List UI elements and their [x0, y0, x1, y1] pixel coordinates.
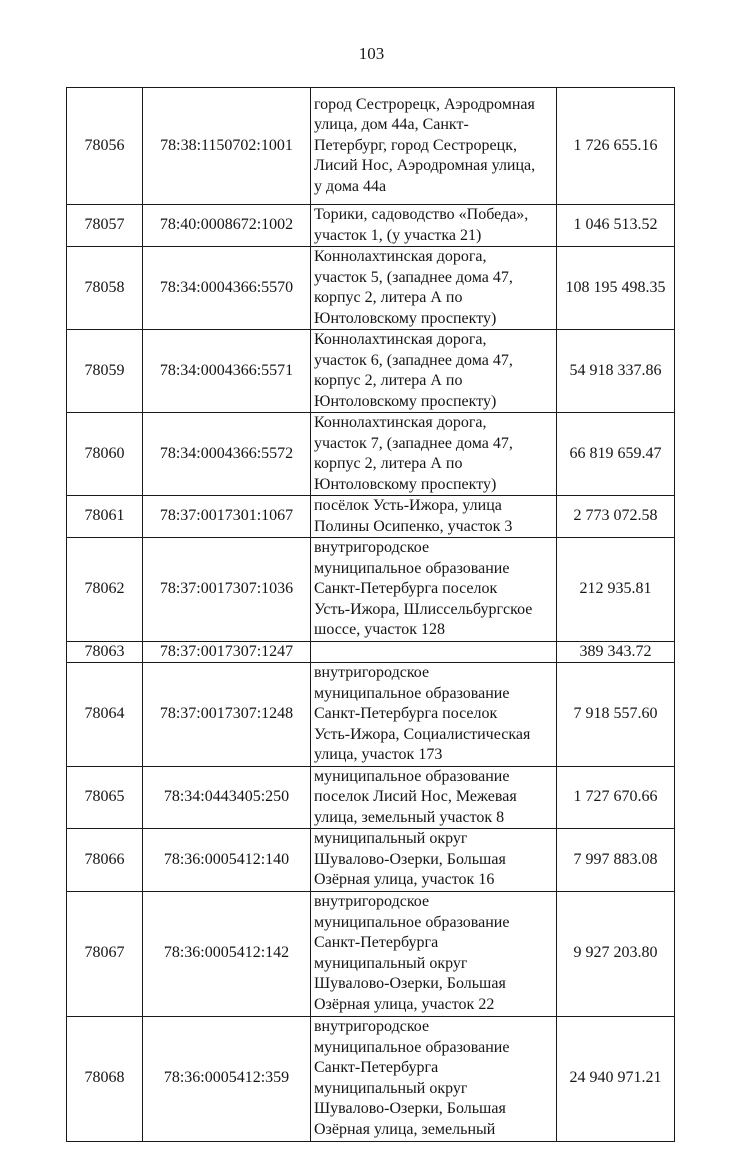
cadastral-value: 7 997 883.08	[557, 829, 675, 892]
table-row	[67, 829, 675, 892]
row-number: 78060	[67, 413, 143, 496]
address	[311, 641, 557, 663]
table-row	[67, 247, 675, 330]
address: Коннолахтинская дорога, участок 6, (западнее дома 47, корпус 2, литера А по Юнтоловскому проспекту)	[311, 330, 557, 413]
table-row	[67, 1016, 675, 1141]
table-row	[67, 663, 675, 767]
row-number: 78064	[67, 663, 143, 767]
address: посёлок Усть-Ижора, улица Полины Осипенко, участок 3	[311, 496, 557, 538]
address: внутригородское муниципальное образование Санкт-Петербурга муниципальный округ Шувалово-Озерки, Большая Озёрная улица, земельный	[311, 1016, 557, 1141]
row-number: 78059	[67, 330, 143, 413]
address: Торики, садоводство «Победа», участок 1, (у участка 21)	[311, 205, 557, 247]
cadastral-number: 78:37:0017307:1248	[143, 663, 311, 767]
cadastral-number: 78:36:0005412:359	[143, 1016, 311, 1141]
cadastral-number: 78:37:0017307:1247	[143, 641, 311, 663]
cadastral-value: 9 927 203.80	[557, 891, 675, 1016]
registry-table	[66, 87, 675, 1142]
cadastral-value: 1 726 655.16	[557, 88, 675, 205]
table-row	[67, 538, 675, 642]
cadastral-number: 78:36:0005412:140	[143, 829, 311, 892]
cadastral-number: 78:38:1150702:1001	[143, 88, 311, 205]
table-row	[67, 891, 675, 1016]
cadastral-number: 78:36:0005412:142	[143, 891, 311, 1016]
row-number: 78066	[67, 829, 143, 892]
row-number: 78065	[67, 766, 143, 829]
cadastral-number: 78:34:0004366:5572	[143, 413, 311, 496]
row-number: 78057	[67, 205, 143, 247]
table-row	[67, 330, 675, 413]
row-number: 78056	[67, 88, 143, 205]
address: внутригородское муниципальное образование Санкт-Петербурга муниципальный округ Шувалово-Озерки, Большая Озёрная улица, участок 22	[311, 891, 557, 1016]
row-number: 78068	[67, 1016, 143, 1141]
row-number: 78062	[67, 538, 143, 642]
cadastral-number: 78:34:0004366:5571	[143, 330, 311, 413]
cadastral-value: 389 343.72	[557, 641, 675, 663]
address: город Сестрорецк, Аэродромная улица, дом 44а, Санкт- Петербург, город Сестрорецк, Лисий Нос, Аэродромная улица, у дома 44а	[311, 88, 557, 205]
cadastral-number: 78:34:0443405:250	[143, 766, 311, 829]
page-number: 103	[358, 44, 385, 63]
cadastral-value: 1 727 670.66	[557, 766, 675, 829]
table-row	[67, 205, 675, 247]
row-number: 78058	[67, 247, 143, 330]
table-row	[67, 88, 675, 205]
address: Коннолахтинская дорога, участок 7, (западнее дома 47, корпус 2, литера А по Юнтоловскому проспекту)	[311, 413, 557, 496]
cadastral-number: 78:37:0017301:1067	[143, 496, 311, 538]
row-number: 78063	[67, 641, 143, 663]
row-number: 78067	[67, 891, 143, 1016]
cadastral-value: 2 773 072.58	[557, 496, 675, 538]
address: муниципальный округ Шувалово-Озерки, Большая Озёрная улица, участок 16	[311, 829, 557, 892]
cadastral-number: 78:40:0008672:1002	[143, 205, 311, 247]
address: внутригородское муниципальное образование Санкт-Петербурга поселок Усть-Ижора, Социалистическая улица, участок 173	[311, 663, 557, 767]
cadastral-value: 54 918 337.86	[557, 330, 675, 413]
cadastral-value: 24 940 971.21	[557, 1016, 675, 1141]
address: Коннолахтинская дорога, участок 5, (западнее дома 47, корпус 2, литера А по Юнтоловскому проспекту)	[311, 247, 557, 330]
cadastral-value: 212 935.81	[557, 538, 675, 642]
cadastral-value: 66 819 659.47	[557, 413, 675, 496]
table-row	[67, 496, 675, 538]
cadastral-value: 108 195 498.35	[557, 247, 675, 330]
cadastral-number: 78:37:0017307:1036	[143, 538, 311, 642]
address: муниципальное образование поселок Лисий Нос, Межевая улица, земельный участок 8	[311, 766, 557, 829]
row-number: 78061	[67, 496, 143, 538]
cadastral-number: 78:34:0004366:5570	[143, 247, 311, 330]
table-row	[67, 641, 675, 663]
address: внутригородское муниципальное образование Санкт-Петербурга поселок Усть-Ижора, Шлиссельбургское шоссе, участок 128	[311, 538, 557, 642]
cadastral-value: 1 046 513.52	[557, 205, 675, 247]
cadastral-value: 7 918 557.60	[557, 663, 675, 767]
table-row	[67, 766, 675, 829]
table-row	[67, 413, 675, 496]
